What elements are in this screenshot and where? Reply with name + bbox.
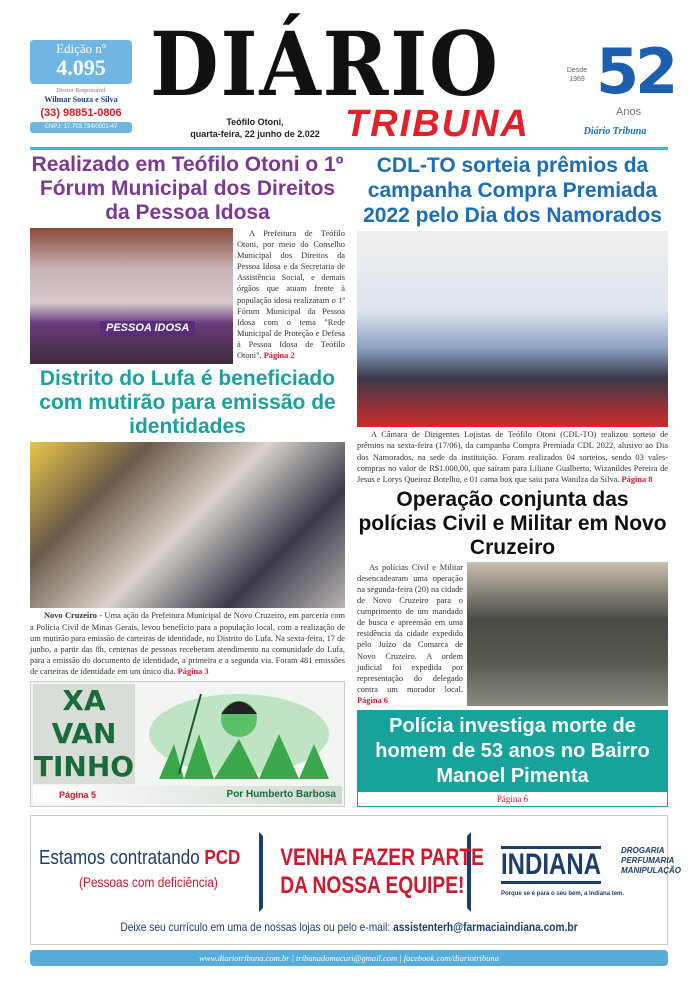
page-ref[interactable]: Página 8 (621, 474, 653, 484)
masthead-title: DIÁRIO (150, 12, 500, 116)
cdl-text: A Câmara de Dirigentes Lojistas de Teófilo Otoni (CDL-TO) realizou sorteio de prêmios na sexta-feira (17/06), da campanha Compra Premiada CDL 2022, alusivo ao Dia dos Namorados, na sede da instituição. Foram realizados 04 sorteios, sendo 03 vales-compras no valor de R$1.000,00, que saíram para Liliane Gualberto, Wizanildes Pereira de Jesus e Lorys Queiroz Botelho, e 01 cama box que saiu para Wanilza da Silva. (357, 430, 668, 484)
lead: Novo Cruzeiro (44, 611, 97, 621)
page-ref[interactable]: Página 6 (358, 792, 667, 806)
operacao-row (357, 562, 668, 706)
dateline (180, 116, 330, 140)
left-column (30, 153, 345, 807)
date: quarta-feira, 22 junho de 2.022 (190, 129, 320, 139)
lufa-photo (30, 442, 345, 608)
header-rule (30, 147, 668, 150)
comic-title-2: VAN (51, 717, 117, 750)
ad-line1: Estamos contratando PCD (39, 847, 241, 869)
brand-tag: DROGARIA (621, 846, 665, 855)
footer-email[interactable]: tribunadomucuri@gmail.com (296, 953, 398, 963)
cnpj: CNPJ: 17.703.734/0001-47 (30, 122, 132, 133)
lufa-body (30, 610, 345, 677)
director-label: Diretor Responsável (56, 88, 106, 94)
forum-row (30, 228, 345, 364)
headline-cdl[interactable]: CDL-TO sorteia prêmios da campanha Compra Premiada 2022 pelo Dia dos Namorados (363, 154, 662, 227)
photo-banner: PESSOA IDOSA (100, 321, 195, 336)
footer-site[interactable]: www.diariotribuna.com.br (199, 953, 290, 963)
logo-years: Anos (616, 106, 642, 118)
comic-author: Por Humberto Barbosa (226, 789, 336, 800)
cdl-photo (357, 231, 668, 427)
ad-email[interactable]: assistenterh@farmaciaindiana.com.br (393, 920, 578, 934)
ad-brand: INDIANA (501, 846, 601, 884)
headline-morte: Polícia investiga morte de homem de 53 anos no Bairro Manoel Pimenta (375, 715, 650, 787)
operacao-photo (467, 562, 668, 706)
morte-box[interactable] (357, 710, 668, 807)
comic-title-3: TINHO (33, 750, 135, 783)
ad-line2: (Pessoas com deficiência) (79, 874, 218, 890)
ad-contact: Deixe seu currículo em uma de nossas lojas ou pelo e-mail: assistenterh@farmaciaindiana.com.br (120, 920, 578, 934)
page-ref[interactable]: Página 3 (177, 666, 209, 676)
brand-tag: MANIPULAÇÃO (621, 866, 681, 875)
page-ref[interactable]: Página 2 (263, 351, 295, 361)
ad-cta: VENHA FAZER PARTE DA NOSSA EQUIPE! (280, 844, 484, 899)
city: Teófilo Otoni, (226, 117, 284, 127)
anniversary-logo (560, 35, 675, 140)
ad-slogan: Porque se é para o seu bem, a Indiana tem. (501, 891, 625, 897)
headline-forum[interactable]: Realizado em Teófilo Otoni o 1º Fórum Municipal dos Direitos da Pessoa Idosa (31, 153, 344, 224)
phone: (33) 98851-0806 (40, 107, 122, 119)
page-ref[interactable]: Página 5 (59, 790, 97, 800)
headline-operacao[interactable]: Operação conjunta das polícias Civil e Militar em Novo Cruzeiro (358, 487, 667, 559)
lufa-text: - Uma ação da Prefeitura Municipal de Novo Cruzeiro, em parceria com a Polícia Civil de Minas Gerais, levou benefício para a população local, com a realização de um mutirão para emissão de carteiras de identidade, no Distrito do Lufa. Na sexta-feira, 17 de junho, a partir das 8h, centenas de pessoas receberam atendimento na comunidade do Lufa, para a emissão do documento de identidade, a primeira e a segunda via. Foram 481 emissões de carteiras de identidade em um único dia. (30, 611, 345, 676)
headline-lufa[interactable]: Distrito do Lufa é beneficiado com mutirão para emissão de identidades (39, 367, 336, 438)
edition-number: 4.095 (56, 55, 106, 80)
edition-box (30, 40, 132, 140)
operacao-body (357, 562, 463, 706)
edition-label: Edição nº (56, 41, 106, 56)
forum-body (237, 228, 345, 364)
footer-facebook[interactable]: facebook.com/diariotribuna (403, 953, 499, 963)
ad-pcd: PCD (204, 847, 241, 869)
logo-brand: Diário Tribuna (583, 126, 647, 137)
director-name: Wilmar Souza e Silva (44, 95, 118, 104)
logo-since: Desde 1969 (566, 67, 588, 83)
xavantinho-comic[interactable] (30, 681, 345, 807)
right-column (357, 153, 668, 807)
comic-title-1: XA (62, 684, 106, 717)
advertisement[interactable] (30, 815, 681, 945)
forum-photo (30, 228, 233, 364)
page-ref[interactable]: Página 6 (357, 695, 388, 705)
operacao-text: As polícias Civil e Militar desencadearam uma operação na segunda-feira (20) na cidade de Novo Cruzeiro para o cumprimento de um mandado de busca e apreensão em uma residência da cidade expedido pelo Juízo da Comarca de Novo Cruzeiro. A ordem judicial foi expedida por representação do delegado contra um morador local. (357, 562, 463, 694)
cdl-body (357, 429, 668, 484)
comic-illustration (139, 684, 342, 784)
forum-text: A Prefeitura de Teófilo Otoni, por meio do Conselho Municipal dos Direitos da Pessoa Idosa e da Secretaria de Assistência Social, e demais órgãos que atuam frente à população idosa realizaram o 1º Fórum Municipal da Pessoa Idosa com o tema "Rede Municipal de Proteção e Defesa à Pessoa Idosa de Teófilo Otoni". (237, 229, 345, 361)
masthead-subtitle: TRIBUNA (345, 103, 530, 145)
logo-number: 52 (596, 35, 675, 108)
footer-bar: www.diariotribuna.com.br | tribunadomucuri@gmail.com | facebook.com/diariotribuna (30, 950, 668, 966)
brand-tag: PERFUMARIA (621, 856, 675, 865)
